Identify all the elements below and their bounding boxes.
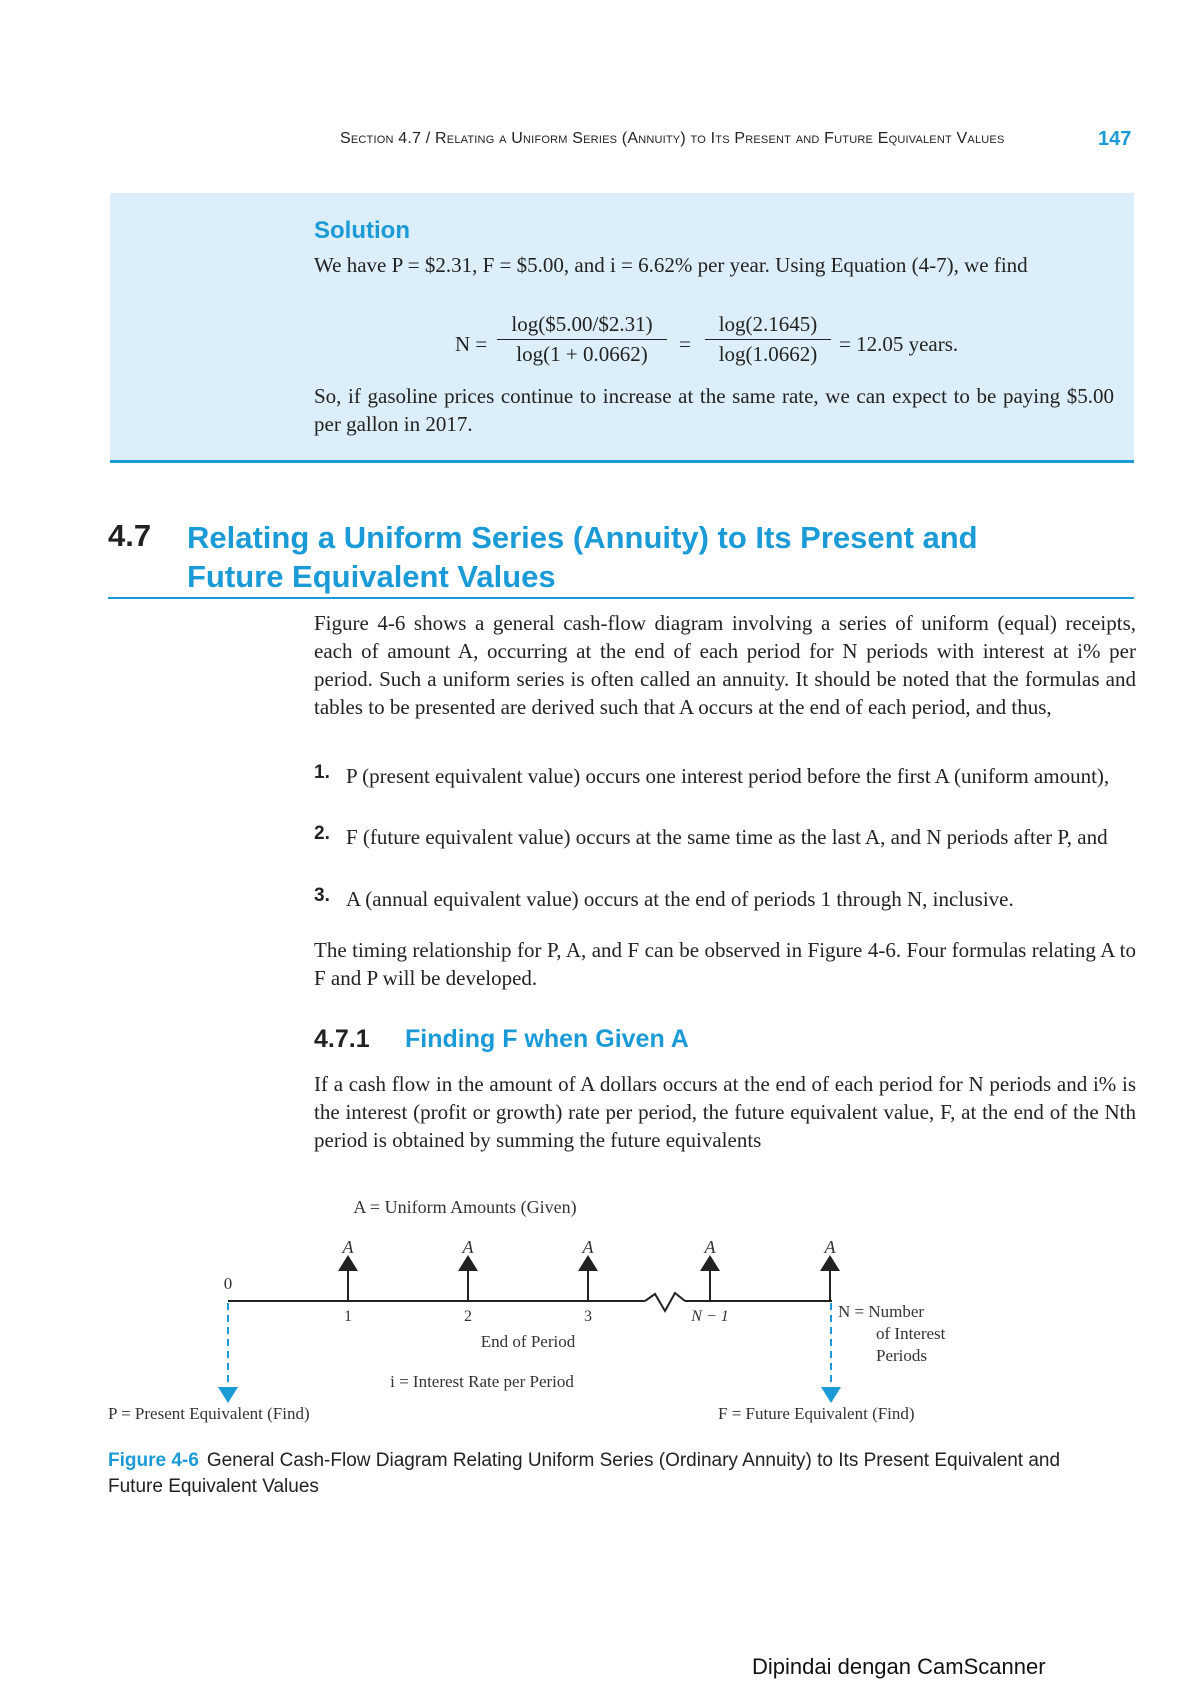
fraction-1-denominator: log(1 + 0.0662) [516,342,648,366]
list-item-number: 3. [314,885,330,906]
annuity-arrow-label: A [704,1237,716,1257]
period-label: 1 [344,1308,352,1325]
period-zero-label: 0 [223,1274,233,1293]
fraction-2-denominator: log(1.0662) [718,342,818,366]
n-periods-label-line1: N = Number [838,1302,925,1321]
fraction-1-numerator: log($5.00/$2.31) [497,312,667,340]
section-paragraph-2: The timing relationship for P, A, and F can be observed in Figure 4-6. Four formulas relating A to F and P will be developed. [314,938,1136,990]
present-equivalent-label: P = Present Equivalent (Find) [108,1404,310,1423]
interest-rate-label: i = Interest Rate per Period [390,1372,574,1391]
section-reference: Section 4.7 / Relating a Uniform Series (Annuity) to Its Present and Future Equivalent Values [340,130,1005,147]
list-item [314,823,1136,879]
section-rule [108,597,1134,599]
solution-heading: Solution [314,217,410,244]
list-item-text: P (present equivalent value) occurs one interest period before the first A (uniform amount), [346,764,1110,788]
annuity-arrow-label: A [462,1237,474,1257]
page-number: 147 [1098,128,1132,150]
section-paragraph-1: Figure 4-6 shows a general cash-flow diagram involving a series of uniform (equal) receipts, each of amount A, occurring at the end of each period for N periods with interest at i% per period. Such a uniform series is often called an annuity. It should be noted that the formulas and tables to be presented are derived such that A occurs at the end of each period, and thus, [314,611,1136,719]
n-periods-label-line3: Periods [876,1346,927,1365]
scanner-watermark: Dipindai dengan CamScanner [752,1654,1046,1679]
equation-lhs: N = [455,332,488,356]
solution-conclusion: So, if gasoline prices continue to increase at the same rate, we can expect to be paying $5.00 per gallon in 2017. [314,384,1114,436]
cash-flow-diagram [90,1195,1110,1435]
list-item [314,762,1136,818]
end-of-period-label: End of Period [480,1332,576,1351]
figure-label: Figure 4-6 [108,1450,199,1471]
annuity-arrow-label: A [824,1237,836,1257]
n-periods-label-line2: of Interest [876,1324,946,1343]
figure-caption-text: General Cash-Flow Diagram Relating Uniform Series (Ordinary Annuity) to Its Present Equivalent and Future Equivalent Values [108,1450,1061,1497]
list-item-number: 2. [314,823,330,844]
future-equivalent-label: F = Future Equivalent (Find) [718,1404,915,1423]
list-item-number: 1. [314,762,330,783]
fraction-2 [705,312,831,367]
fraction-2-numerator: log(2.1645) [705,312,831,340]
section-number: 4.7 [108,518,152,553]
list-item-text: A (annual equivalent value) occurs at the end of periods 1 through N, inclusive. [346,887,1014,911]
equation-result: = 12.05 years. [839,332,959,356]
period-label: 3 [584,1308,592,1325]
annuity-arrow-label: A [582,1237,594,1257]
subsection-paragraph: If a cash flow in the amount of A dollars occurs at the end of each period for N periods and i% is the interest (profit or growth) rate per period, the future equivalent value, F, at the end of the Nth period is obtained by summing the future equivalents [314,1072,1136,1152]
axis-break [645,1293,685,1311]
equation [455,312,1015,374]
subsection-number: 4.7.1 [314,1025,370,1053]
solution-intro: We have P = $2.31, F = $5.00, and i = 6.62% per year. Using Equation (4-7), we find [314,253,1028,277]
equation-equals: = [679,332,691,356]
period-label: N − 1 [691,1308,729,1325]
section-title: Relating a Uniform Series (Annuity) to Its Present and Future Equivalent Values [187,520,978,594]
list-item [314,885,1136,915]
annuity-arrow-label: A [342,1237,354,1257]
period-label: 2 [464,1308,472,1325]
annuity-arrows [348,1263,830,1301]
figure-caption [108,1448,1068,1500]
list-item-text: F (future equivalent value) occurs at the same time as the last A, and N periods after P, and [346,825,1108,849]
fraction-1 [497,312,667,367]
subsection-title: Finding F when Given A [405,1025,689,1053]
running-header [340,130,1140,154]
uniform-amounts-label: A = Uniform Amounts (Given) [353,1197,577,1217]
